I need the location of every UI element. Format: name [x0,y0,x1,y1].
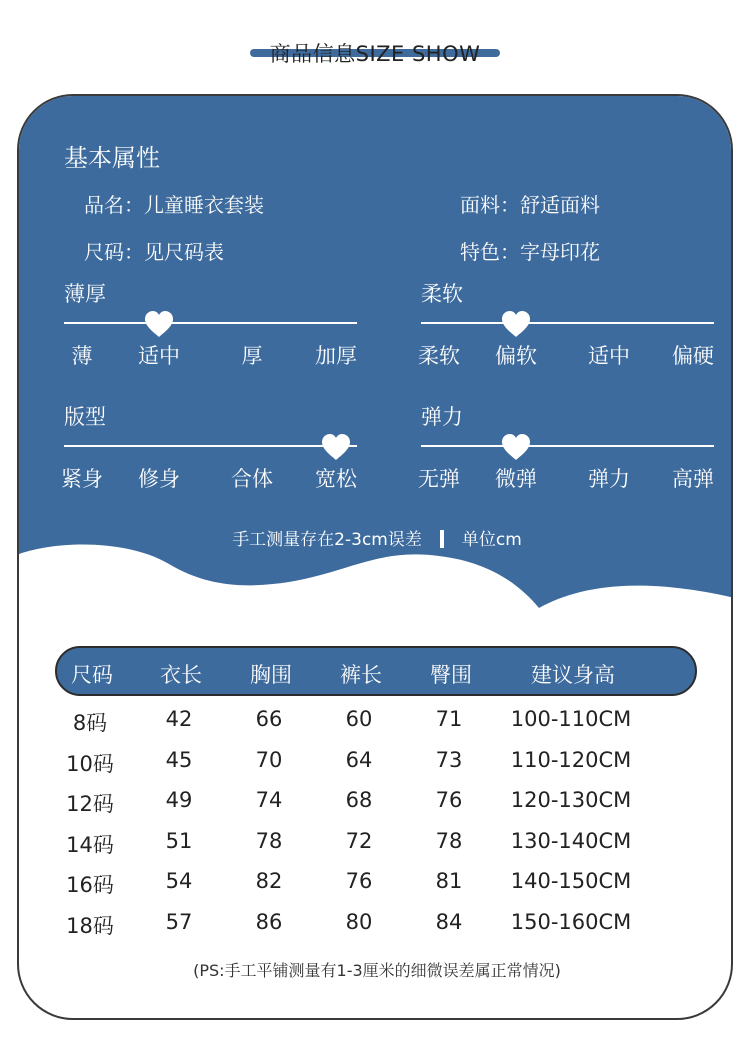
table-cell: 150-160CM [510,909,632,934]
table-cell: 70 [255,747,283,772]
table-cell: 57 [165,909,193,934]
scale-title: 版型 [64,405,106,429]
scale-track [421,445,714,447]
scale-label: 合体 [231,467,273,491]
table-cell: 76 [345,869,373,893]
scale-title: 柔软 [421,282,463,306]
heart-icon [501,433,531,461]
scale-label: 高弹 [672,467,714,491]
table-cell: 82 [255,869,283,893]
table-cell: 140-150CM [510,869,632,893]
table-cell: 42 [165,707,193,731]
scale-label: 柔软 [418,344,460,368]
table-header-cell: 臀围 [430,663,472,687]
heart-icon [501,310,531,338]
note-separator [440,530,444,548]
scale-label: 薄 [71,344,93,368]
scale-label: 弹力 [588,467,630,491]
table-cell: 66 [255,707,283,731]
scale-label: 修身 [138,467,180,491]
table-cell: 10码 [66,751,114,776]
scale-track [64,322,357,324]
table-cell: 130-140CM [510,828,632,853]
scale-track [421,322,714,324]
table-cell: 54 [165,869,193,893]
table-cell: 12码 [66,792,114,816]
unit-note: 单位cm [461,530,522,550]
table-cell: 71 [435,707,463,731]
scale-label: 宽松 [315,467,357,491]
basic-attributes-heading: 基本属性 [64,144,160,172]
table-cell: 110-120CM [510,747,632,772]
table-cell: 51 [165,828,193,853]
table-header-cell: 尺码 [71,663,113,687]
feature: 特色：字母印花 [460,240,600,264]
table-cell: 60 [345,707,373,731]
scale-label: 紧身 [61,467,103,491]
scale-label: 加厚 [315,344,357,368]
table-cell: 73 [435,747,463,772]
table-header-cell: 衣长 [160,663,202,687]
table-cell: 8码 [72,711,108,735]
page-title: 商品信息SIZE SHOW [269,42,481,66]
measurement-error-note: 手工测量存在2-3cm误差 [232,530,422,550]
table-cell: 76 [435,788,463,812]
footnote: (PS:手工平铺测量有1-3厘米的细微误差属正常情况) [193,961,561,980]
scale-title: 弹力 [421,405,463,429]
scale-label: 厚 [241,344,263,368]
heart-icon [321,433,351,461]
measurement-note [19,525,733,550]
table-cell: 78 [255,828,283,853]
table-cell: 120-130CM [510,788,632,812]
scale-track [64,445,357,447]
table-header-cell: 胸围 [250,663,292,687]
heart-icon [144,310,174,338]
table-cell: 84 [435,909,463,934]
table-cell: 49 [165,788,193,812]
table-cell: 80 [345,909,373,934]
product-name: 品名：儿童睡衣套装 [84,193,264,217]
scale-label: 适中 [138,344,180,368]
scale-label: 微弹 [495,467,537,491]
table-cell: 18码 [66,913,114,938]
scale-label: 偏硬 [672,344,714,368]
table-cell: 68 [345,788,373,812]
table-cell: 64 [345,747,373,772]
size-table-header [55,646,697,696]
table-cell: 78 [435,828,463,853]
info-card [17,94,733,1020]
table-cell: 100-110CM [510,707,632,731]
table-cell: 16码 [66,873,114,897]
fabric: 面料：舒适面料 [460,193,600,217]
table-cell: 45 [165,747,193,772]
table-cell: 74 [255,788,283,812]
table-cell: 86 [255,909,283,934]
table-cell: 14码 [66,832,114,857]
scale-label: 偏软 [495,344,537,368]
scale-label: 无弹 [418,467,460,491]
table-header-cell: 建议身高 [531,663,615,687]
table-header-cell: 裤长 [340,663,382,687]
table-cell: 81 [435,869,463,893]
table-cell: 72 [345,828,373,853]
size-info: 尺码：见尺码表 [84,240,224,264]
scale-title: 薄厚 [64,282,106,306]
scale-label: 适中 [588,344,630,368]
